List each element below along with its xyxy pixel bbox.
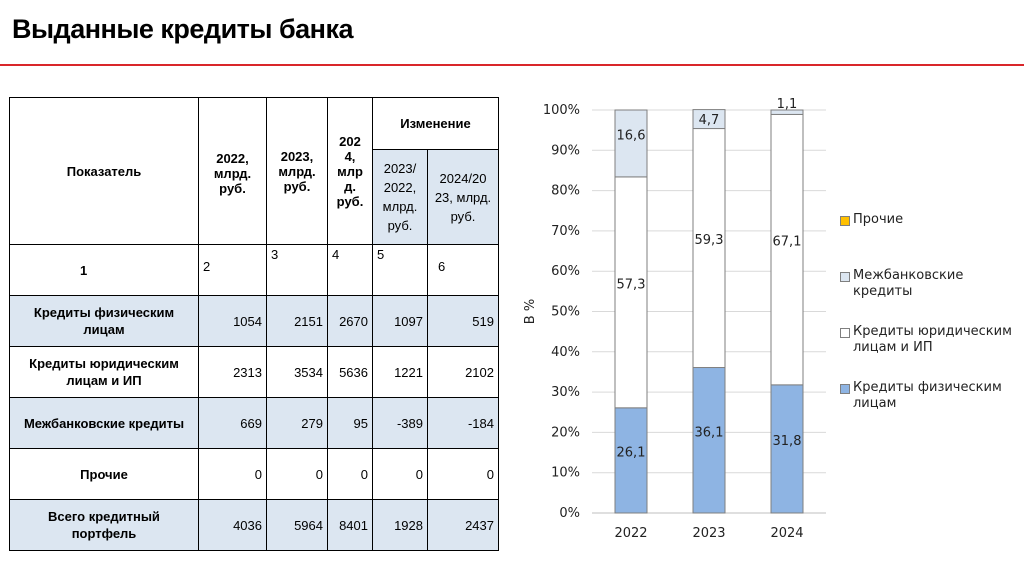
y-axis-title: В %	[523, 298, 538, 325]
header-2023: 2023, млрд. руб.	[267, 98, 328, 245]
legend-label: Кредиты юридическим лицам и ИП	[853, 324, 1012, 355]
header-2022: 2022, млрд. руб.	[199, 98, 267, 245]
row-label: Кредиты физическим лицам	[10, 296, 199, 347]
header-change: Изменение	[373, 98, 499, 150]
column-number-2: 2	[199, 245, 267, 296]
y-tick-label: 80%	[551, 183, 580, 199]
table-row	[10, 347, 499, 398]
y-tick-label: 50%	[551, 304, 580, 320]
row-value: 1221	[373, 347, 428, 398]
x-tick-label: 2024	[770, 526, 804, 541]
row-label: Всего кредитный портфель	[10, 500, 199, 551]
data-label: 1,1	[776, 97, 798, 112]
legend-label: Прочие	[853, 212, 904, 227]
row-label: Межбанковские кредиты	[10, 398, 199, 449]
legend-label: Межбанковские кредиты	[853, 268, 964, 299]
row-value: 1054	[199, 296, 267, 347]
y-tick-label: 90%	[551, 143, 580, 159]
column-number-3: 3	[267, 245, 328, 296]
table-row	[10, 296, 499, 347]
row-value: 2151	[267, 296, 328, 347]
y-tick-label: 70%	[551, 223, 580, 239]
row-value: 95	[328, 398, 373, 449]
y-tick-label: 100%	[542, 103, 580, 118]
legend-swatch	[840, 272, 850, 282]
row-value: 5636	[328, 347, 373, 398]
column-number-4: 4	[328, 245, 373, 296]
row-label: Кредиты юридическим лицам и ИП	[10, 347, 199, 398]
y-tick-label: 60%	[551, 264, 580, 280]
row-value: -184	[428, 398, 499, 449]
title-divider	[0, 64, 1024, 66]
data-label: 26,1	[616, 445, 646, 461]
row-value: 1928	[373, 500, 428, 551]
column-number-5: 5	[373, 245, 428, 296]
y-tick-label: 20%	[551, 425, 580, 441]
row-value: 8401	[328, 500, 373, 551]
row-value: 1097	[373, 296, 428, 347]
table-row	[10, 398, 499, 449]
column-number-1: 1	[10, 245, 199, 296]
data-label: 4,7	[698, 113, 720, 129]
row-value: 669	[199, 398, 267, 449]
table-row	[10, 449, 499, 500]
page-title: Выданные кредиты банка	[12, 14, 353, 44]
legend-swatch	[840, 384, 850, 394]
credits-table	[9, 97, 499, 551]
row-value: 2670	[328, 296, 373, 347]
row-value: 0	[267, 449, 328, 500]
legend-swatch	[840, 216, 850, 226]
row-value: 5964	[267, 500, 328, 551]
row-value: 519	[428, 296, 499, 347]
header-2024: 202 4, млр д. руб.	[328, 98, 373, 245]
data-label: 31,8	[772, 433, 802, 449]
row-value: 2313	[199, 347, 267, 398]
y-tick-label: 40%	[551, 344, 580, 360]
y-tick-label: 0%	[559, 506, 580, 521]
header-change-2023-2022: 2023/ 2022, млрд. руб.	[373, 150, 428, 245]
row-value: 3534	[267, 347, 328, 398]
row-value: 0	[373, 449, 428, 500]
legend-swatch	[840, 328, 850, 338]
row-value: 2437	[428, 500, 499, 551]
x-tick-label: 2022	[614, 526, 648, 541]
row-value: 0	[428, 449, 499, 500]
data-label: 36,1	[694, 425, 724, 441]
header-change-2024-2023: 2024/20 23, млрд. руб.	[428, 150, 499, 245]
row-value: -389	[373, 398, 428, 449]
row-label: Прочие	[10, 449, 199, 500]
header-indicator: Показатель	[10, 98, 199, 245]
row-value: 279	[267, 398, 328, 449]
column-number-6: 6	[428, 245, 499, 296]
data-label: 59,3	[694, 233, 724, 249]
row-value: 2102	[428, 347, 499, 398]
row-value: 0	[199, 449, 267, 500]
data-label: 67,1	[772, 234, 802, 250]
data-label: 16,6	[616, 128, 646, 144]
y-tick-label: 10%	[551, 465, 580, 481]
row-value: 4036	[199, 500, 267, 551]
x-tick-label: 2023	[692, 526, 726, 541]
data-label: 57,3	[616, 277, 646, 293]
row-value: 0	[328, 449, 373, 500]
y-tick-label: 30%	[551, 385, 580, 401]
legend-label: Кредиты физическим лицам	[853, 380, 1002, 411]
table-row	[10, 500, 499, 551]
stacked-bar-chart	[506, 92, 836, 562]
